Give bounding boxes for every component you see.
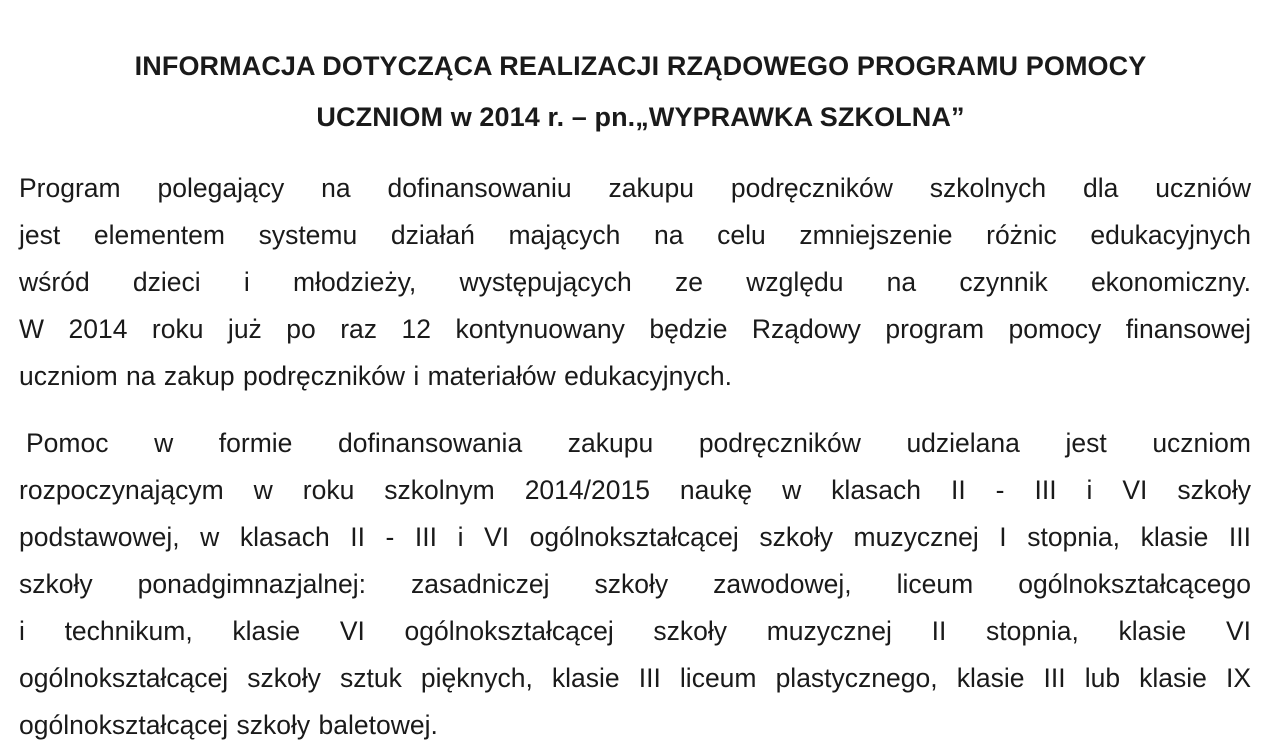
paragraph-2-line: szkoły ponadgimnazjalnej: zasadniczej szkoły zawodowej, liceum ogólnokształcącego [19,569,1251,599]
paragraph-1-line: jest elementem systemu działań mających na celu zmniejszenie różnic edukacyjnych [19,220,1251,250]
title-line-2: UCZNIOM w 2014 r. – pn.„WYPRAWKA SZKOLNA” [316,102,965,132]
paragraph-2-line: rozpoczynającym w roku szkolnym 2014/2015 naukę w klasach II - III i VI szkoły [19,475,1251,505]
paragraph-2-line: podstawowej, w klasach II - III i VI ogólnokształcącej szkoły muzycznej I stopnia, klasie III [19,522,1251,552]
paragraph-2 [19,420,1251,749]
paragraph-2-line: Pomoc w formie dofinansowania zakupu podręczników udzielana jest uczniom [26,428,1251,458]
paragraph-2-line: ogólnokształcącej szkoły baletowej. [19,710,438,740]
title-line-1: INFORMACJA DOTYCZĄCA REALIZACJI RZĄDOWEGO PROGRAMU POMOCY [134,51,1147,81]
paragraph-1 [19,165,1251,400]
paragraph-1-line: W 2014 roku już po raz 12 kontynuowany będzie Rządowy program pomocy finansowej [19,314,1251,344]
paragraph-1-line: wśród dzieci i młodzieży, występujących ze względu na czynnik ekonomiczny. [19,267,1251,297]
paragraph-1-line: Program polegający na dofinansowaniu zakupu podręczników szkolnych dla uczniów [19,173,1251,203]
document-title [0,41,1281,143]
paragraph-1-line: uczniom na zakup podręczników i materiałów edukacyjnych. [19,361,733,391]
paragraph-2-line: ogólnokształcącej szkoły sztuk pięknych, klasie III liceum plastycznego, klasie III lub klasie IX [19,663,1251,693]
paragraph-2-line: i technikum, klasie VI ogólnokształcącej szkoły muzycznej II stopnia, klasie VI [19,616,1251,646]
